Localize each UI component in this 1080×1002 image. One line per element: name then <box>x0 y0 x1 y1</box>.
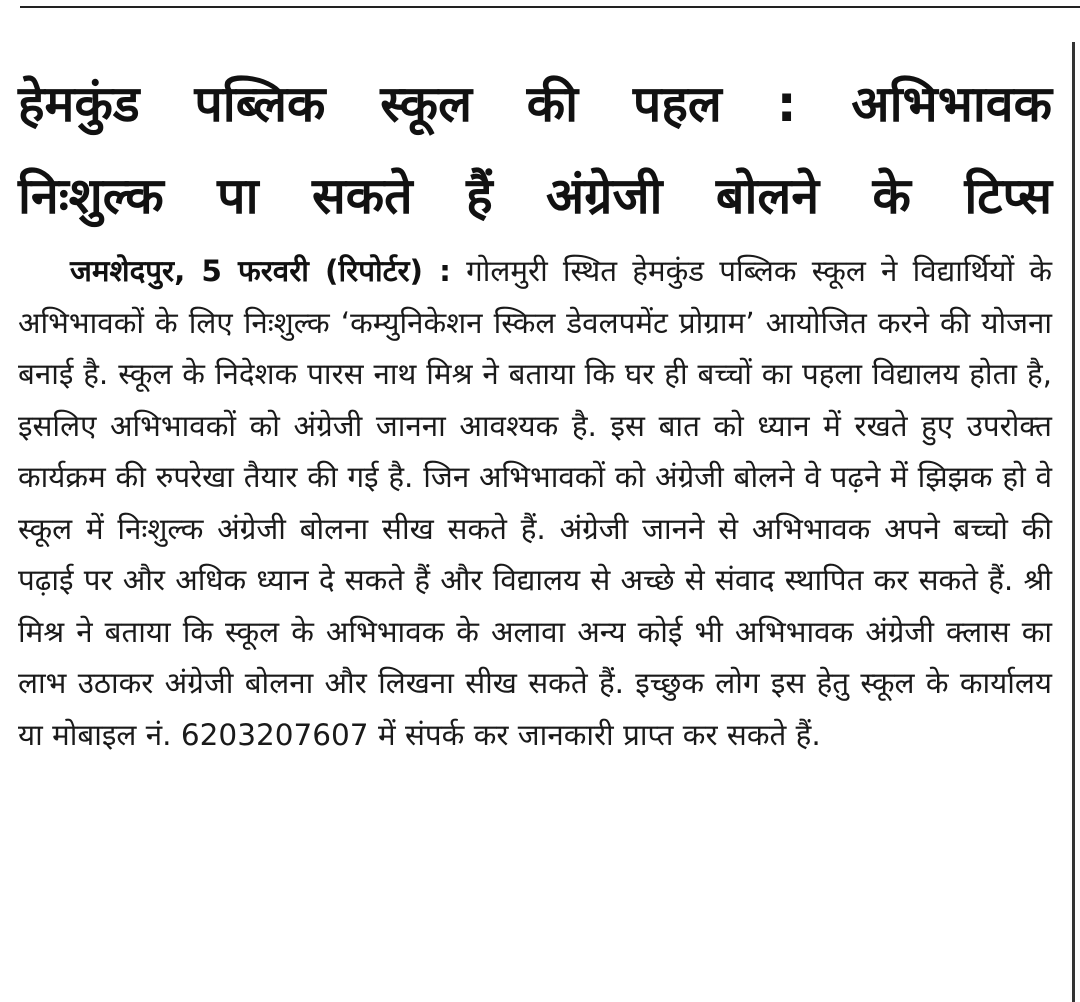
article-headline <box>18 58 1052 242</box>
news-article <box>18 58 1052 761</box>
headline-line-2: निःशुल्क पा सकते हैं अंग्रेजी बोलने के टिप्स <box>18 167 1052 225</box>
article-body-text: गोलमुरी स्थित हेमकुंड पब्लिक स्कूल ने विद्यार्थियों के अभिभावकों के लिए निःशुल्क ‘कम्युनिकेशन स्किल डेवलपमेंट प्रोग्राम’ आयोजित करने की योजना बनाई है. स्कूल के निदेशक पारस नाथ मिश्र ने बताया कि घर ही बच्चों का पहला विद्यालय होता है, इसलिए अभिभावकों को अंग्रेजी जानना आवश्यक है. इस बात को ध्यान में रखते हुए उपरोक्त कार्यक्रम की रुपरेखा तैयार की गई है. जिन अभिभावकों को अंग्रेजी बोलने वे पढ़ने में झिझक हो वे स्कूल में निःशुल्क अंग्रेजी बोलना सीख सकते हैं. अंग्रेजी जानने से अभिभावक अपने बच्चो की पढ़ाई पर और अधिक ध्यान दे सकते हैं और विद्यालय से अच्छे से संवाद स्थापित कर सकते हैं. श्री मिश्र ने बताया कि स्कूल के अभिभावक के अलावा अन्य कोई भी अभिभावक अंग्रेजी क्लास का लाभ उठाकर अंग्रेजी बोलना और लिखना सीख सकते हैं. इच्छुक लोग इस हेतु स्कूल के कार्यालय या मोबाइल नं. 6203207607 में संपर्क कर जानकारी प्राप्त कर सकते हैं. <box>18 254 1052 752</box>
top-divider-rule <box>20 6 1080 8</box>
column-divider-rule <box>1072 42 1075 1002</box>
article-dateline: जमशेदपुर, 5 फरवरी (रिपोर्टर) : <box>70 254 451 288</box>
article-body <box>18 246 1052 761</box>
headline-line-1: हेमकुंड पब्लिक स्कूल की पहल : अभिभावक <box>18 75 1052 133</box>
